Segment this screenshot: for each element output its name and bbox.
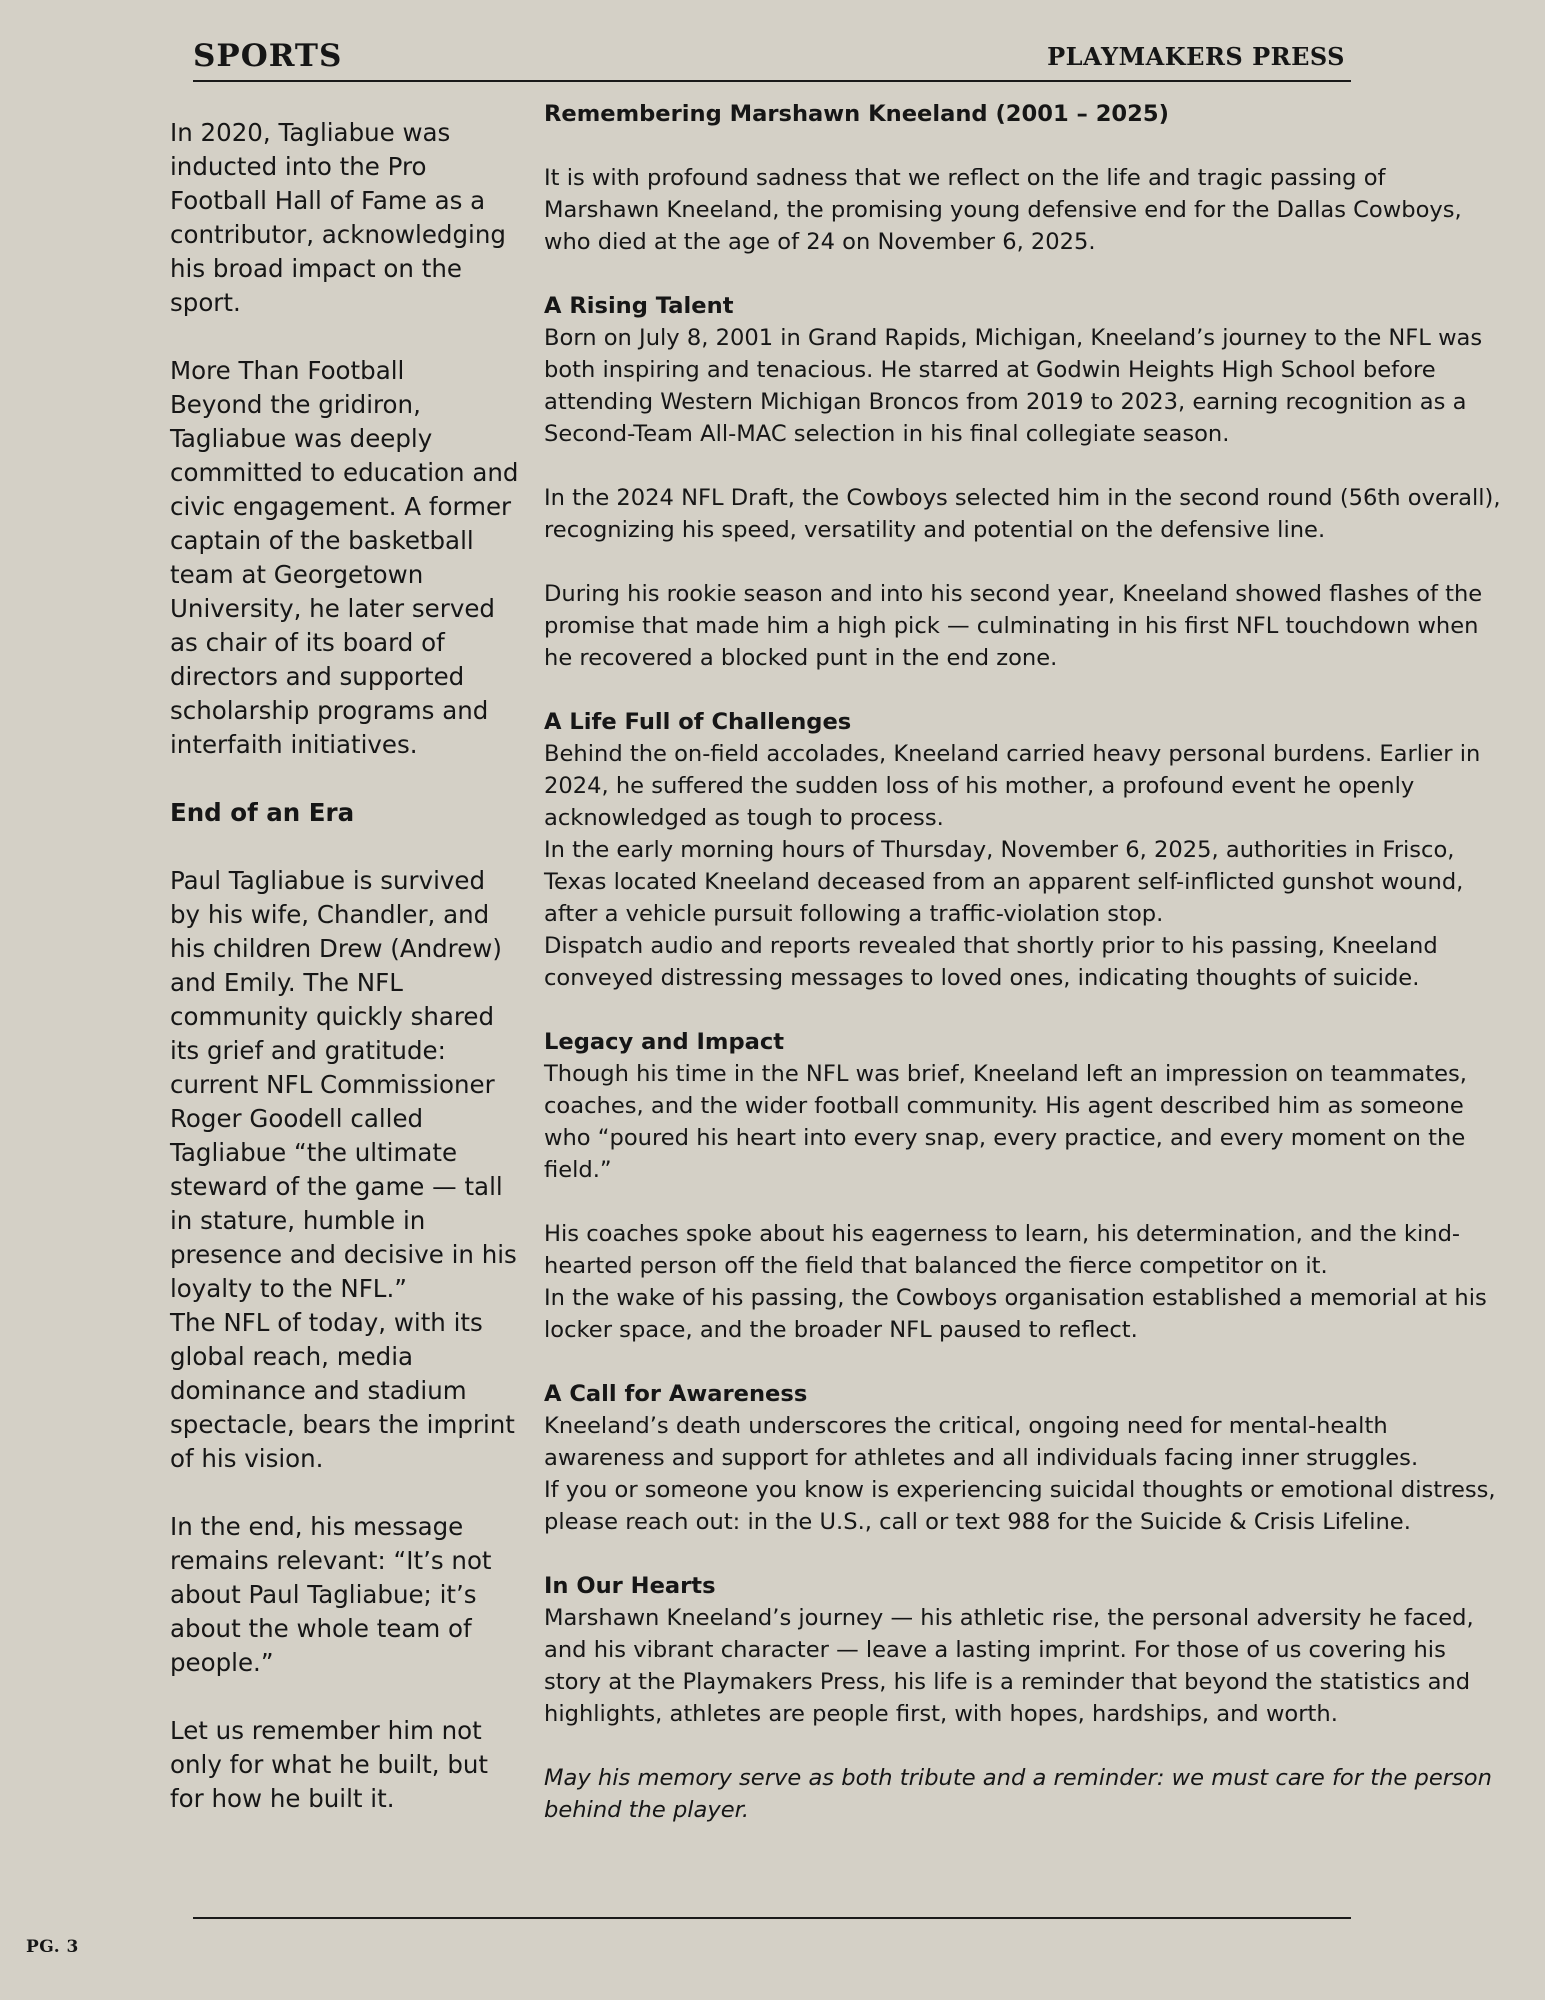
rising-talent-body: Born on July 8, 2001 in Grand Rapids, Michigan, Kneeland’s journey to the NFL was both inspiring and tenacious. He starred at Godwin Heights High School before attending Western Michigan Broncos from 2019 to 2023, earning recognition as a Second-Team All-MAC selection in his final collegiate season. bbox=[544, 325, 1483, 447]
awareness-heading: A Call for Awareness bbox=[544, 1381, 808, 1407]
challenges-paragraph-1: Behind the on-field accolades, Kneeland carried heavy personal burdens. Earlier in 2024, he suffered the sudden loss of his mother, a profound event he openly acknowledged as tough to process. bbox=[544, 741, 1481, 831]
draft-paragraph: In the 2024 NFL Draft, the Cowboys selected him in the second round (56th overall), recognizing his speed, versatility and potential on the defensive line. bbox=[544, 485, 1501, 543]
awareness-section bbox=[544, 1378, 1504, 1538]
more-than-football-body: Beyond the gridiron, Tagliabue was deeply committed to education and civic engagement. A former captain of the basketball team at Georgetown University, he later served as chair of its board of directors and supported scholarship programs and interfaith initiatives. bbox=[170, 390, 519, 759]
more-than-football-block bbox=[170, 354, 520, 762]
coaches-section bbox=[544, 1218, 1504, 1346]
awareness-paragraph-1: Kneeland’s death underscores the critical, ongoing need for mental-health awareness and support for athletes and all individuals facing inner struggles. bbox=[544, 1413, 1419, 1471]
hearts-section bbox=[544, 1570, 1504, 1730]
rising-talent-section bbox=[544, 290, 1504, 450]
challenges-paragraph-2: In the early morning hours of Thursday, November 6, 2025, authorities in Frisco, Texas located Kneeland deceased from an apparent self-inflicted gunshot wound, after a vehicle pursuit following a traffic-violation stop. bbox=[544, 837, 1464, 927]
closing-paragraph: May his memory serve as both tribute and a reminder: we must care for the person behind the player. bbox=[544, 1765, 1492, 1823]
article-title: Remembering Marshawn Kneeland (2001 – 2025) bbox=[544, 101, 1169, 127]
page-number: PG. 3 bbox=[26, 1937, 79, 1957]
coaches-paragraph-1: His coaches spoke about his eagerness to learn, his determination, and the kind-hearted person off the field that balanced the fierce competitor on it. bbox=[544, 1221, 1461, 1279]
hall-of-fame-paragraph: In 2020, Tagliabue was inducted into the Pro Football Hall of Fame as a contributor, acknowledging his broad impact on the sport. bbox=[170, 118, 506, 317]
remember-paragraph: Let us remember him not only for what he built, but for how he built it. bbox=[170, 1716, 489, 1813]
hearts-body: Marshawn Kneeland’s journey — his athletic rise, the personal adversity he faced, and his vibrant character — leave a lasting imprint. For those of us covering his story at the Playmakers Press, his life is a reminder that beyond the statistics and highlights, athletes are people first, with hopes, hardships, and worth. bbox=[544, 1605, 1474, 1727]
masthead bbox=[193, 36, 1351, 82]
footer-rule bbox=[193, 1917, 1351, 1919]
legacy-heading: Legacy and Impact bbox=[544, 1029, 785, 1055]
challenges-section bbox=[544, 706, 1504, 994]
challenges-heading: A Life Full of Challenges bbox=[544, 709, 852, 735]
coaches-paragraph-2: In the wake of his passing, the Cowboys organisation established a memorial at his locker space, and the broader NFL paused to reflect. bbox=[544, 1285, 1487, 1343]
survived-by-block bbox=[170, 864, 520, 1476]
section-label: SPORTS bbox=[193, 38, 343, 74]
message-paragraph: In the end, his message remains relevant: “It’s not about Paul Tagliabue; it’s about the whole team of people.” bbox=[170, 1512, 492, 1677]
more-than-football-heading: More Than Football bbox=[170, 356, 405, 385]
left-column bbox=[170, 116, 520, 1850]
legacy-section bbox=[544, 1026, 1504, 1186]
challenges-paragraph-3: Dispatch audio and reports revealed that shortly prior to his passing, Kneeland conveyed distressing messages to loved ones, indicating thoughts of suicide. bbox=[544, 933, 1438, 991]
publication-name: PLAYMAKERS PRESS bbox=[1047, 42, 1345, 71]
vision-paragraph: The NFL of today, with its global reach, media dominance and stadium spectacle, bears the imprint of his vision. bbox=[170, 1308, 515, 1473]
rookie-paragraph: During his rookie season and into his second year, Kneeland showed flashes of the promise that made him a high pick — culminating in his first NFL touchdown when he recovered a blocked punt in the end zone. bbox=[544, 581, 1483, 671]
article-column bbox=[544, 98, 1504, 1858]
survived-by-paragraph: Paul Tagliabue is survived by his wife, Chandler, and his children Drew (Andrew) and Emily. The NFL community quickly shared its grief and gratitude: current NFL Commissioner Roger Goodell called Tagliabue “the ultimate steward of the game — tall in stature, humble in presence and decisive in his loyalty to the NFL.” bbox=[170, 866, 517, 1303]
awareness-paragraph-2: If you or someone you know is experiencing suicidal thoughts or emotional distress, please reach out: in the U.S., call or text 988 for the Suicide & Crisis Lifeline. bbox=[544, 1477, 1496, 1535]
end-of-era-heading: End of an Era bbox=[170, 798, 355, 827]
intro-paragraph: It is with profound sadness that we reflect on the life and tragic passing of Marshawn Kneeland, the promising young defensive end for the Dallas Cowboys, who died at the age of 24 on November 6, 2025. bbox=[544, 165, 1462, 255]
hearts-heading: In Our Hearts bbox=[544, 1573, 716, 1599]
legacy-body: Though his time in the NFL was brief, Kneeland left an impression on teammates, coaches, and the wider football community. His agent described him as someone who “poured his heart into every snap, every practice, and every moment on the field.” bbox=[544, 1061, 1467, 1183]
rising-talent-heading: A Rising Talent bbox=[544, 293, 734, 319]
